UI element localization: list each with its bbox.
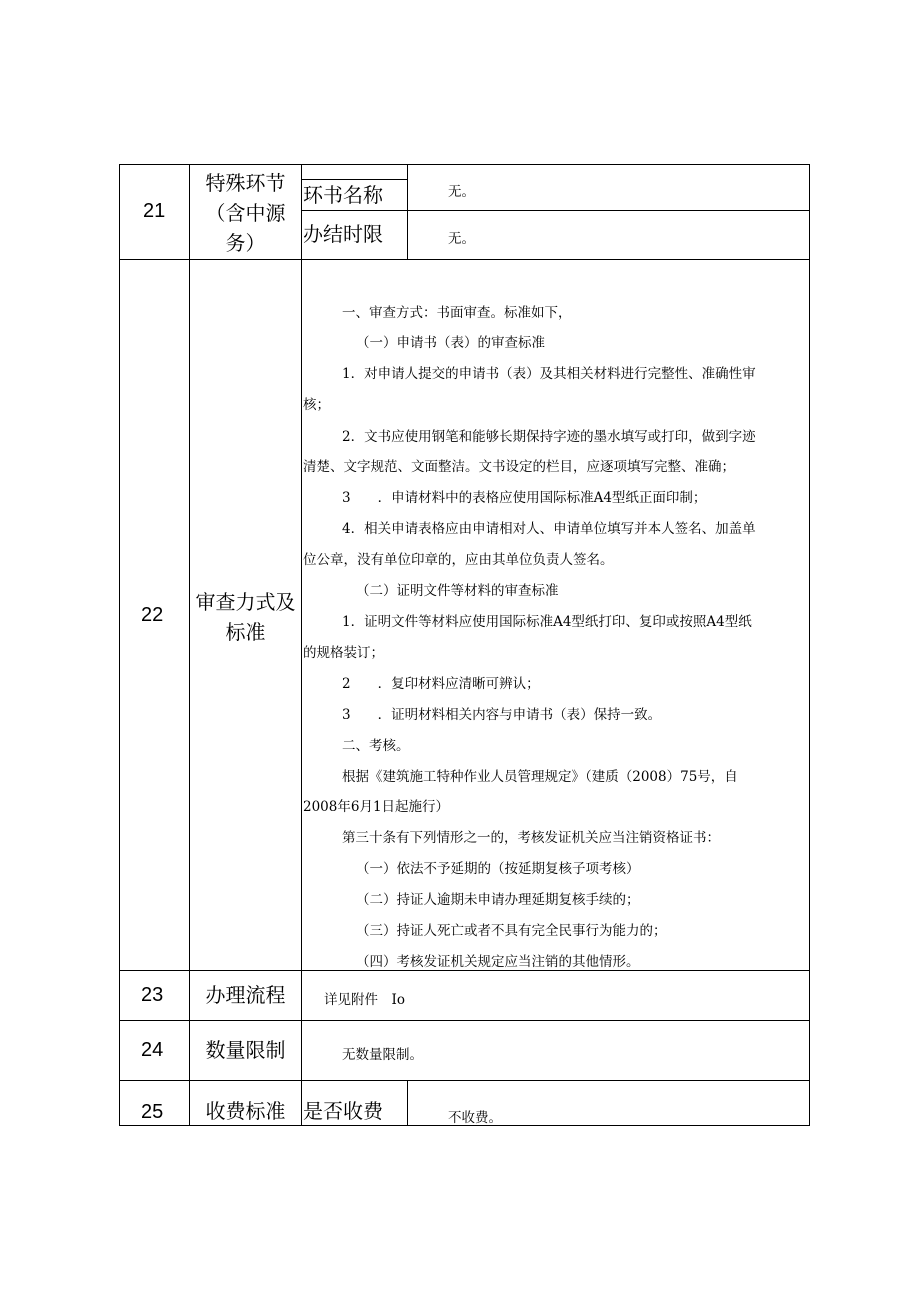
table-top-border bbox=[119, 164, 810, 165]
paragraph: 一、审查方式：书面审查。标准如下， bbox=[342, 305, 572, 321]
paragraph: 的规格装订； bbox=[303, 645, 384, 661]
row21-sub1-label: 环书名称 bbox=[303, 183, 383, 207]
paragraph: 二、考核。 bbox=[342, 738, 410, 754]
row21-sub2-value: 无。 bbox=[448, 231, 475, 247]
row22-bottom-border bbox=[119, 970, 810, 971]
paragraph: （二）证明文件等材料的审查标准 bbox=[356, 583, 559, 599]
row22-item-name: 审查力式及 标准 bbox=[195, 590, 296, 644]
paragraph: （一）依法不予延期的（按延期复核子项考核） bbox=[356, 861, 640, 877]
row23-number: 23 bbox=[141, 984, 164, 1006]
table-right-border bbox=[809, 164, 810, 1126]
row23-item-name: 办理流程 bbox=[205, 983, 286, 1007]
row23-bottom-border bbox=[119, 1020, 810, 1021]
row25-item-name: 收费标准 bbox=[205, 1099, 286, 1123]
row24-bottom-border bbox=[119, 1080, 810, 1081]
table-left-border bbox=[119, 164, 120, 1126]
paragraph: 第三十条有下列情形之一的，考核发证机关应当注销资格证书： bbox=[342, 830, 720, 846]
paragraph: 根据《建筑施工特种作业人员管理规定》（建质（2008）75号，自 bbox=[342, 769, 738, 785]
row21-sub-col-divider bbox=[407, 164, 408, 260]
paragraph: 3 ．申请材料中的表格应使用国际标准A4型纸正面印制； bbox=[342, 490, 707, 506]
row22-number: 22 bbox=[141, 604, 164, 626]
paragraph: 3 ．证明材料相关内容与申请书（表）保持一致。 bbox=[342, 707, 662, 723]
row21-sub-divider bbox=[301, 210, 810, 211]
paragraph: （四）考核发证机关规定应当注销的其他情形。 bbox=[356, 954, 640, 970]
paragraph: 清楚、文字规范、文面整洁。文书设定的栏目，应逐项填写完整、准确； bbox=[303, 459, 735, 475]
row21-item-name: 特殊环节 （含中源 务） bbox=[205, 171, 286, 255]
paragraph: 4．相关申请表格应由申请相对人、申请单位填写并本人签名、加盖单 bbox=[342, 521, 756, 537]
row23-value: 详见附件 Io bbox=[324, 992, 405, 1008]
row25-sub-col-divider bbox=[407, 1080, 408, 1126]
row25-number: 25 bbox=[141, 1101, 164, 1123]
paragraph: （三）持证人死亡或者不具有完全民事行为能力的； bbox=[356, 923, 667, 939]
paragraph: 2 ．复印材料应清晰可辨认； bbox=[342, 676, 540, 692]
paragraph: （二）持证人逾期未申请办理延期复核手续的； bbox=[356, 892, 640, 908]
col-divider-2 bbox=[301, 164, 302, 1126]
row21-bottom-border bbox=[119, 259, 810, 260]
row24-item-name: 数量限制 bbox=[205, 1038, 286, 1062]
paragraph: 1．对申请人提交的申请书（表）及其相关材料进行完整性、准确性审 bbox=[342, 366, 756, 382]
row21-sub2-label: 办结时限 bbox=[303, 222, 383, 246]
row24-number: 24 bbox=[141, 1039, 164, 1061]
row25-sub-value: 不收费。 bbox=[448, 1110, 502, 1126]
row21-sub1-value: 无。 bbox=[448, 184, 475, 200]
row24-value: 无数量限制。 bbox=[342, 1047, 423, 1063]
paragraph: 2008年6月1日起施行） bbox=[303, 799, 450, 815]
paragraph: （一）申请书（表）的审查标准 bbox=[356, 335, 545, 351]
paragraph: 核； bbox=[303, 397, 330, 413]
paragraph: 1．证明文件等材料应使用国际标准A4型纸打印、复印或按照A4型纸 bbox=[342, 614, 752, 630]
paragraph: 位公章，没有单位印章的，应由其单位负责人签名。 bbox=[303, 552, 614, 568]
row21-number: 21 bbox=[143, 200, 166, 222]
row25-sub-label: 是否收费 bbox=[303, 1099, 383, 1123]
paragraph: 2．文书应使用钢笔和能够长期保持字迹的墨水填写或打印，做到字迹 bbox=[342, 429, 756, 445]
